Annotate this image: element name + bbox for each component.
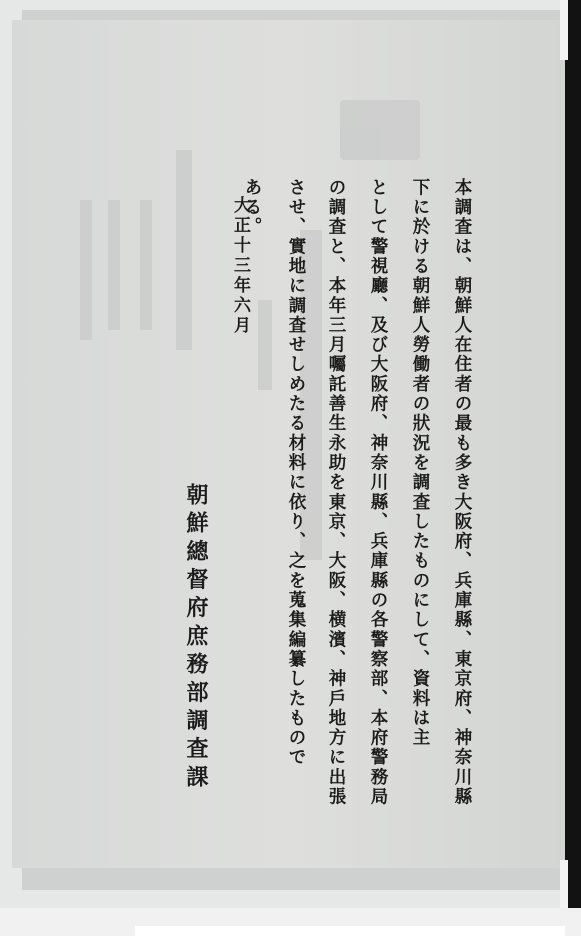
body-line-3: として警視廳、及び大阪府、神奈川縣、兵庫縣の各警察部、本府警務局 <box>368 178 388 807</box>
body-line-2: 下に於ける朝鮮人勞働者の狀況を調査したものにして、資料は主 <box>410 178 430 748</box>
body-line-6: ある。 <box>242 178 262 237</box>
body-line-4: の調査と、本年三月囑託善生永助を東京、大阪、横濱、神戶地方に出張 <box>326 178 346 807</box>
binding-strip <box>565 0 581 936</box>
issuing-organization: 朝鮮總督府庶務部調査課 <box>183 483 209 794</box>
body-line-5: させ、實地に調査せしめたる材料に依り、之を蒐集編纂したもので <box>286 178 306 768</box>
body-line-1: 本調査は、朝鮮人在住者の最も多き大阪府、兵庫縣、東京府、神奈川縣 <box>452 178 472 807</box>
publication-date: 大正十三年六月 <box>230 196 250 336</box>
